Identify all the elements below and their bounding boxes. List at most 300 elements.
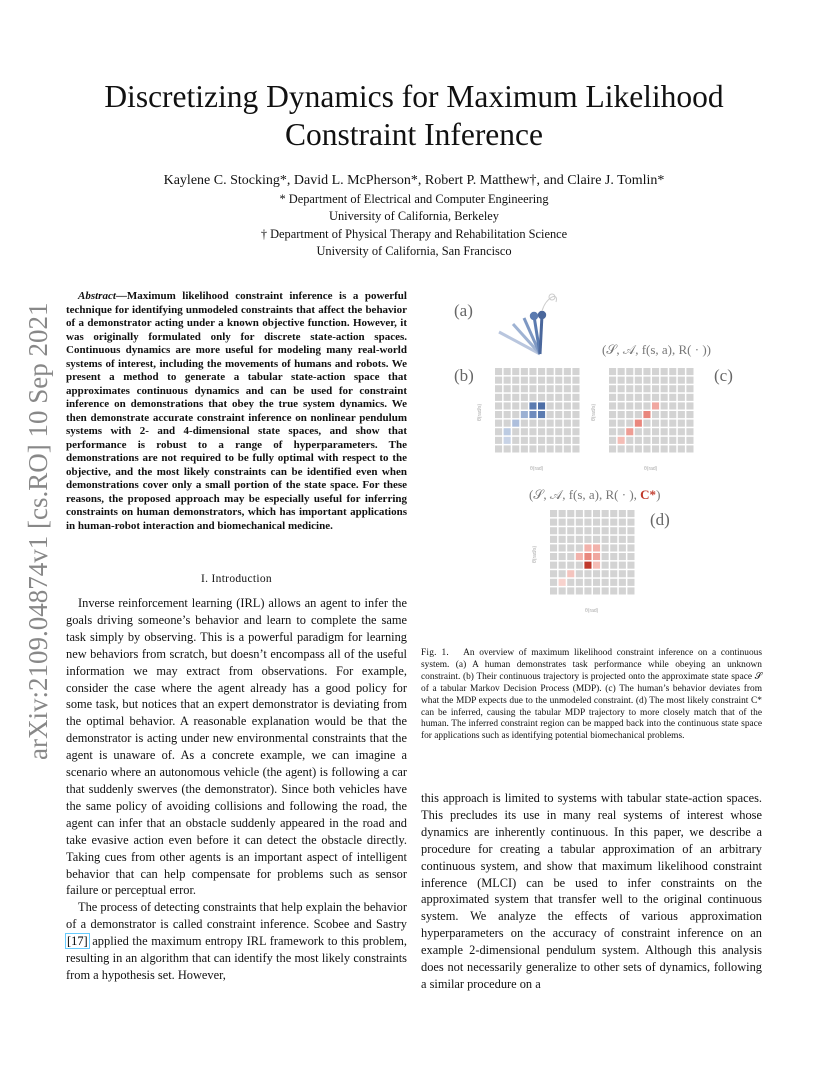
grid-cell	[521, 368, 528, 375]
grid-cell	[567, 536, 574, 543]
grid-cell	[572, 420, 579, 427]
panel-label-d: (d)	[650, 510, 670, 529]
grid-cell	[504, 437, 511, 444]
grid-cell	[686, 445, 693, 452]
grid-cell	[564, 394, 571, 401]
grid-cell	[661, 420, 668, 427]
right-column	[421, 790, 762, 993]
grid-cell	[555, 368, 562, 375]
grid-cell	[593, 579, 600, 586]
grid-cell	[618, 411, 625, 418]
grid-cell	[495, 377, 502, 384]
grid-cell	[627, 570, 634, 577]
grid-cell	[538, 411, 545, 418]
grid-cell	[678, 420, 685, 427]
grid-cell	[610, 553, 617, 560]
grid-cell	[618, 402, 625, 409]
grid-cell	[521, 445, 528, 452]
grid-cell	[567, 510, 574, 517]
state-grid-b	[477, 368, 580, 472]
grid-cell	[559, 587, 566, 594]
grid-cell	[572, 377, 579, 384]
grid-cell	[686, 411, 693, 418]
title-line-1: Discretizing Dynamics for Maximum Likelihood	[104, 79, 724, 114]
grid-cell	[555, 402, 562, 409]
grid-cell	[504, 394, 511, 401]
grid-cell	[661, 377, 668, 384]
grid-cell	[572, 368, 579, 375]
grid-cell	[619, 527, 626, 534]
grid-cell	[550, 579, 557, 586]
grid-cell	[678, 437, 685, 444]
grid-cell	[495, 385, 502, 392]
x-axis-label: θ(rad)	[530, 466, 544, 472]
grid-cell	[609, 420, 616, 427]
grid-cell	[555, 377, 562, 384]
grid-cell	[529, 385, 536, 392]
grid-cell	[550, 544, 557, 551]
grid-cell	[529, 402, 536, 409]
grid-cell	[661, 368, 668, 375]
grid-cell	[602, 510, 609, 517]
grid-cell	[652, 445, 659, 452]
left-column	[66, 595, 407, 984]
grid-cell	[610, 536, 617, 543]
paragraph-text: The process of detecting constraints that help explain the behavior of a demonstrator is called constraint inference. Scobee and Sastry	[66, 900, 407, 932]
grid-cell	[567, 553, 574, 560]
grid-cell	[678, 377, 685, 384]
grid-cell	[521, 385, 528, 392]
grid-cell	[686, 394, 693, 401]
grid-cell	[635, 377, 642, 384]
grid-cell	[686, 385, 693, 392]
author-list: Kaylene C. Stocking*, David L. McPherson*, Robert P. Matthew†, and Claire J. Tomlin*	[163, 173, 665, 188]
grid-cell	[521, 420, 528, 427]
grid-cell	[686, 368, 693, 375]
grid-cell	[521, 411, 528, 418]
grid-cell	[635, 402, 642, 409]
grid-cell	[686, 428, 693, 435]
grid-cell	[609, 411, 616, 418]
grid-cell	[643, 411, 650, 418]
grid-cell	[521, 402, 528, 409]
grid-cell	[576, 519, 583, 526]
grid-cell	[512, 394, 519, 401]
grid-cell	[593, 510, 600, 517]
grid-cell	[619, 570, 626, 577]
grid-cell	[627, 527, 634, 534]
grid-cell	[686, 420, 693, 427]
grid-cell	[626, 428, 633, 435]
grid-cell	[602, 544, 609, 551]
grid-cell	[635, 385, 642, 392]
grid-cell	[627, 579, 634, 586]
caption-text: An overview of maximum likelihood constraint inference on a continuous system. (a) A human demonstrates task performance while obeying an unknown constraint. (b) Their continuous trajectory is projected onto the approximate state space 𝒮 of a tabular Markov Decision Process (MDP). (c) The human’s behavior deviates from what the MDP expects due to the unmodeled constraint. (d) The most likely constraint C* can be inferred, causing the tabular MDP trajectory to more closely match that of the human. The inferred constraint region can be mapped back into the continuous state space for applications such as identifying potential biomechanical problems.	[421, 648, 763, 742]
grid-cell	[576, 510, 583, 517]
pendulum-demonstration-icon	[499, 294, 557, 354]
grid-cell	[504, 377, 511, 384]
abstract-label: Abstract	[78, 290, 116, 302]
grid-cell	[512, 385, 519, 392]
grid-cell	[512, 368, 519, 375]
grid-cell	[627, 519, 634, 526]
grid-cell	[661, 437, 668, 444]
grid-cell	[555, 437, 562, 444]
affiliation-line: * Department of Electrical and Computer Engineering	[279, 192, 549, 206]
grid-cell	[495, 428, 502, 435]
grid-cell	[669, 394, 676, 401]
grid-cell	[593, 536, 600, 543]
grid-cell	[567, 519, 574, 526]
grid-cell	[495, 402, 502, 409]
grid-cell	[627, 536, 634, 543]
grid-cell	[538, 385, 545, 392]
grid-cell	[564, 420, 571, 427]
grid-cell	[686, 377, 693, 384]
grid-cell	[564, 428, 571, 435]
grid-cell	[538, 428, 545, 435]
grid-cell	[602, 562, 609, 569]
grid-cell	[504, 385, 511, 392]
grid-cell	[521, 428, 528, 435]
grid-cell	[626, 411, 633, 418]
grid-cell	[626, 420, 633, 427]
grid-cell	[547, 394, 554, 401]
abstract-text: —Maximum likelihood constraint inference is a powerful technique for identifying unmodeled constraints that affect the behavior of a demonstrator acting under a known objective function. However, it was originally formulated only for discrete state-action spaces. Continuous dynamics are more useful for modeling many real-world systems of interest, including the movements of humans and robots. We present a method to generate a tabular state-action space that approximates continuous dynamics and can be used for constraint inference on demonstrations that obey the true system dynamics. We then demonstrate accurate constraint inference on nonlinear pendulum systems with 2- and 4-dimensional state spaces, and show that performance is robust to a range of hyperparameters. The demonstrations are not required to be fully optimal with respect to the objective, and the most likely constraints can be identified even when demonstrations cover only a small portion of the state space. For these reasons, the proposed approach may be especially useful for inferring constraints on human demonstrators, which has important applications in human-robot interaction and biomechanical medicine.	[66, 290, 407, 532]
grid-cell	[576, 579, 583, 586]
grid-cell	[669, 437, 676, 444]
grid-cell	[538, 437, 545, 444]
grid-cell	[550, 519, 557, 526]
figure-caption	[421, 648, 762, 743]
grid-cell	[584, 519, 591, 526]
grid-cell	[550, 527, 557, 534]
grid-cell	[610, 510, 617, 517]
grid-cell	[555, 385, 562, 392]
paragraph-text: applied the maximum entropy IRL framework to this problem, resulting in an algorithm that can identify the most likely constraints from a hypothesis set. However,	[66, 934, 407, 982]
grid-cell	[495, 445, 502, 452]
grid-cell	[661, 385, 668, 392]
grid-cell	[559, 527, 566, 534]
grid-cell	[504, 445, 511, 452]
affiliations	[60, 191, 768, 260]
grid-cell	[635, 437, 642, 444]
grid-cell	[669, 377, 676, 384]
grid-cell	[669, 445, 676, 452]
grid-cell	[559, 536, 566, 543]
grid-cell	[652, 385, 659, 392]
grid-cell	[564, 437, 571, 444]
grid-cell	[547, 428, 554, 435]
grid-cell	[618, 394, 625, 401]
grid-cell	[550, 553, 557, 560]
grid-cell	[610, 519, 617, 526]
constraint-symbol: C*	[640, 487, 657, 502]
grid-cell	[593, 544, 600, 551]
figure-1	[421, 282, 762, 637]
grid-cell	[564, 377, 571, 384]
grid-cell	[610, 570, 617, 577]
grid-cell	[643, 420, 650, 427]
y-axis-label: θ̇(rad/s)	[532, 545, 538, 563]
tuple-text: (𝒮, 𝒜, f(s, a), R( · ),	[529, 487, 641, 502]
grid-cell	[627, 562, 634, 569]
caption-label: Fig. 1.	[421, 648, 449, 658]
grid-cell	[512, 420, 519, 427]
panel-label-c: (c)	[714, 366, 733, 385]
panel-label-a: (a)	[454, 301, 473, 320]
grid-cell	[609, 385, 616, 392]
grid-cell	[627, 510, 634, 517]
grid-cell	[652, 428, 659, 435]
grid-cell	[593, 527, 600, 534]
grid-cell	[609, 377, 616, 384]
grid-cell	[495, 368, 502, 375]
grid-cell	[610, 527, 617, 534]
grid-cell	[538, 402, 545, 409]
grid-cell	[495, 420, 502, 427]
state-grid-c	[591, 368, 694, 472]
grid-cell	[635, 445, 642, 452]
grid-cell	[619, 553, 626, 560]
grid-cell	[584, 579, 591, 586]
grid-cell	[669, 368, 676, 375]
grid-cell	[610, 579, 617, 586]
grid-cell	[567, 544, 574, 551]
grid-cell	[547, 385, 554, 392]
grid-cell	[584, 587, 591, 594]
grid-cell	[602, 587, 609, 594]
grid-cell	[504, 411, 511, 418]
grid-cell	[619, 536, 626, 543]
section-heading: I. Introduction	[201, 573, 272, 585]
grid-cell	[609, 428, 616, 435]
grid-cell	[669, 420, 676, 427]
grid-cell	[512, 445, 519, 452]
grid-cell	[635, 428, 642, 435]
grid-cell	[678, 411, 685, 418]
grid-cell	[584, 553, 591, 560]
grid-cell	[635, 420, 642, 427]
grid-cell	[567, 587, 574, 594]
grid-cell	[678, 368, 685, 375]
x-axis-label: θ(rad)	[585, 608, 599, 614]
figure-graphic	[421, 282, 762, 637]
grid-cell	[627, 587, 634, 594]
grid-cell	[609, 437, 616, 444]
grid-cell	[504, 420, 511, 427]
grid-cell	[602, 570, 609, 577]
grid-cell	[512, 377, 519, 384]
grid-cell	[559, 570, 566, 577]
grid-cell	[602, 553, 609, 560]
grid-cell	[547, 402, 554, 409]
grid-cell	[661, 402, 668, 409]
grid-cell	[669, 411, 676, 418]
grid-cell	[529, 411, 536, 418]
grid-cell	[618, 445, 625, 452]
grid-cell	[521, 437, 528, 444]
grid-cell	[610, 562, 617, 569]
abstract	[66, 290, 407, 533]
grid-cell	[572, 428, 579, 435]
grid-cell	[572, 402, 579, 409]
grid-cell	[661, 394, 668, 401]
grid-cell	[559, 544, 566, 551]
grid-cell	[555, 394, 562, 401]
grid-cell	[555, 428, 562, 435]
grid-cell	[576, 544, 583, 551]
grid-cell	[529, 394, 536, 401]
grid-cell	[643, 445, 650, 452]
intro-paragraph-1: Inverse reinforcement learning (IRL) allows an agent to infer the goals driving someone’s behavior and learn to complete the same task simply by observing. This is a powerful paradigm for learning new behaviors from scratch, but doesn’t encompass all of the useful information we may extract from observations. For example, consider the case where the agent already has a good policy for some task, but notices that an expert demonstrator is deviating from the optimal behavior. A reasonable explanation would be that the demonstrator is acting under new environmental constraints that the agent is unaware of. As a concrete example, we can imagine a scenario where an autonomous vehicle (the agent) is following a car that suddenly swerves (the demonstrator). Since both vehicles have the same policy of avoiding collisions and following the road, the agent can infer that an obstacle suddenly appeared in the road and take evasive action even before it can detect the obstacle directly. Taking cues from other agents is an important aspect of intelligent behavior that can help compensate for problems such as sensor failure or perceptual error.	[66, 596, 407, 898]
grid-cell	[593, 562, 600, 569]
grid-cell	[643, 437, 650, 444]
grid-cell	[627, 553, 634, 560]
grid-cell	[635, 394, 642, 401]
grid-cell	[538, 394, 545, 401]
grid-cell	[635, 411, 642, 418]
grid-cell	[643, 428, 650, 435]
grid-cell	[550, 587, 557, 594]
grid-cell	[547, 437, 554, 444]
grid-cell	[564, 445, 571, 452]
grid-cell	[495, 437, 502, 444]
grid-cell	[618, 428, 625, 435]
grid-cell	[619, 579, 626, 586]
grid-cell	[584, 536, 591, 543]
grid-cell	[584, 570, 591, 577]
grid-cell	[602, 527, 609, 534]
grid-cell	[610, 544, 617, 551]
grid-cell	[504, 428, 511, 435]
grid-cell	[547, 411, 554, 418]
grid-cell	[564, 411, 571, 418]
grid-cell	[564, 385, 571, 392]
grid-cell	[626, 402, 633, 409]
grid-cell	[626, 368, 633, 375]
grid-cell	[559, 553, 566, 560]
grid-cell	[559, 579, 566, 586]
grid-cell	[576, 562, 583, 569]
grid-cell	[618, 420, 625, 427]
grid-cell	[512, 437, 519, 444]
grid-cell	[643, 385, 650, 392]
grid-cell	[619, 519, 626, 526]
grid-cell	[626, 377, 633, 384]
grid-cell	[538, 445, 545, 452]
grid-cell	[643, 368, 650, 375]
grid-cell	[564, 368, 571, 375]
grid-cell	[678, 394, 685, 401]
grid-cell	[559, 562, 566, 569]
grid-cell	[567, 527, 574, 534]
grid-cell	[529, 428, 536, 435]
grid-cell	[609, 368, 616, 375]
grid-cell	[550, 570, 557, 577]
panel-label-b: (b)	[454, 366, 474, 385]
grid-cell	[572, 437, 579, 444]
grid-cell	[538, 420, 545, 427]
y-axis-label: θ̇(rad/s)	[477, 403, 483, 421]
grid-cell	[576, 553, 583, 560]
grid-cell	[559, 510, 566, 517]
grid-cell	[521, 377, 528, 384]
grid-cell	[529, 368, 536, 375]
grid-cell	[609, 394, 616, 401]
grid-cell	[626, 437, 633, 444]
grid-cell	[550, 562, 557, 569]
grid-cell	[602, 579, 609, 586]
grid-cell	[602, 519, 609, 526]
grid-cell	[643, 394, 650, 401]
grid-cell	[572, 385, 579, 392]
grid-cell	[584, 510, 591, 517]
title-line-2: Constraint Inference	[284, 117, 543, 152]
grid-cell	[643, 377, 650, 384]
grid-cell	[512, 402, 519, 409]
grid-cell	[618, 377, 625, 384]
grid-cell	[626, 394, 633, 401]
grid-cell	[652, 394, 659, 401]
grid-cell	[652, 420, 659, 427]
grid-cell	[584, 527, 591, 534]
grid-cell	[550, 510, 557, 517]
grid-cell	[529, 445, 536, 452]
grid-cell	[618, 385, 625, 392]
grid-cell	[618, 368, 625, 375]
grid-cell	[512, 411, 519, 418]
right-column-paragraph: this approach is limited to systems with tabular state-action spaces. This precludes its use in many real systems of interest whose dynamics are inherently continuous. In this paper, we describe a procedure for creating a tabular approximation of an arbitrary continuous system, and show that maximum likelihood constraint inference (MLCI) can be used to infer constraints on the approximated system that transfer well to the original continuous system. We analyze the effects of various approximation hyperparameters on the accuracy of constraint inference on an example 2-dimensional pendulum system. Although this analysis does not necessarily generalize to other sets of dynamics, following a similar procedure on a	[421, 791, 762, 991]
grid-cell	[678, 385, 685, 392]
grid-cell	[619, 562, 626, 569]
grid-cell	[593, 519, 600, 526]
intro-paragraph-2	[66, 899, 407, 984]
grid-cell	[555, 445, 562, 452]
mdp-tuple-d	[529, 487, 660, 502]
grid-cell	[627, 544, 634, 551]
tuple-text: )	[656, 487, 661, 502]
grid-cell	[572, 411, 579, 418]
y-axis-label: θ̇(rad/s)	[591, 403, 597, 421]
citation-link[interactable]: [17]	[67, 934, 88, 949]
grid-cell	[619, 587, 626, 594]
grid-cell	[626, 385, 633, 392]
affiliation-line: University of California, San Francisco	[316, 243, 512, 258]
grid-cell	[610, 587, 617, 594]
grid-cell	[661, 445, 668, 452]
grid-cell	[652, 437, 659, 444]
grid-cell	[567, 579, 574, 586]
grid-cell	[661, 428, 668, 435]
grid-cell	[669, 385, 676, 392]
grid-cell	[643, 402, 650, 409]
grid-cell	[576, 527, 583, 534]
grid-cell	[529, 437, 536, 444]
grid-cell	[504, 402, 511, 409]
grid-cell	[635, 368, 642, 375]
grid-cell	[686, 402, 693, 409]
grid-cell	[547, 445, 554, 452]
grid-cell	[652, 402, 659, 409]
grid-cell	[686, 437, 693, 444]
grid-cell	[678, 402, 685, 409]
grid-cell	[678, 445, 685, 452]
grid-cell	[678, 428, 685, 435]
grid-cell	[669, 402, 676, 409]
grid-cell	[547, 377, 554, 384]
grid-cell	[602, 536, 609, 543]
